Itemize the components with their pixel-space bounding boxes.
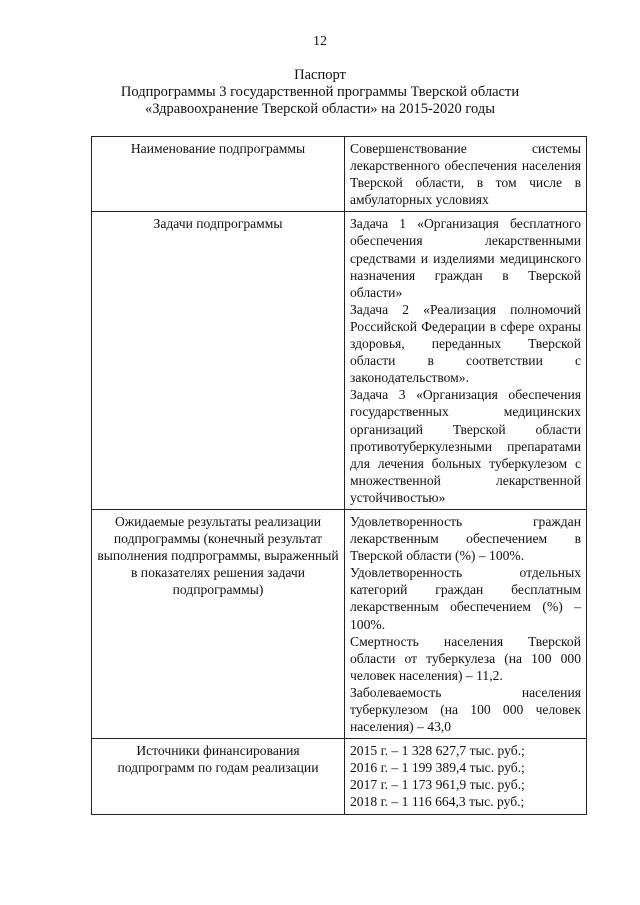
table-row	[92, 509, 587, 738]
result-1: Удовлетворенность граждан лекарственным обеспечением в Тверской области (%) – 100%.	[350, 513, 581, 564]
task-3: Задача 3 «Организация обеспечения государственных медицинских организаций Тверской области противотуберкулезными препаратами для лечения больных туберкулезом с множественной лекарственной устойчивостью»	[350, 387, 581, 505]
result-3: Смертность населения Тверской области от туберкулеза (на 100 000 человек населения) – 11,2.	[350, 633, 581, 683]
result-2: Удовлетворенность отдельных категорий граждан бесплатным лекарственным обеспечением (%) – 100%.	[350, 565, 581, 632]
row-value-name	[345, 137, 587, 212]
task-2: Задача 2 «Реализация полномочий Российской Федерации в сфере охраны здоровья, переданных Тверской области в соответствии с законодательством».	[350, 301, 581, 386]
title-line-1: Паспорт	[294, 67, 346, 83]
funding-2018: 2018 г. – 1 116 664,3 тыс. руб.;	[350, 794, 525, 810]
row-label-name: Наименование подпрограммы	[92, 137, 345, 212]
title-line-3: «Здравоохранение Тверской области» на 2015-2020 годы	[145, 101, 495, 117]
row-label-results: Ожидаемые результаты реализации подпрограммы (конечный результат выполнения подпрограммы, выраженный в показателях решения задачи подпрограммы)	[92, 509, 345, 738]
subprogram-name: Совершенствование системы лекарственного обеспечения населения Тверской области, в том числе в амбулаторных условиях	[350, 141, 581, 208]
row-value-tasks	[345, 212, 587, 510]
funding-2017: 2017 г. – 1 173 961,9 тыс. руб.;	[350, 777, 525, 793]
table-row	[92, 137, 587, 212]
table-row	[92, 212, 587, 510]
table-row	[92, 739, 587, 814]
row-label-tasks: Задачи подпрограммы	[92, 212, 345, 510]
passport-table	[91, 136, 587, 815]
funding-2016: 2016 г. – 1 199 389,4 тыс. руб.;	[350, 760, 525, 776]
funding-2015: 2015 г. – 1 328 627,7 тыс. руб.;	[350, 743, 525, 759]
page-number: 12	[313, 34, 327, 49]
row-label-funding: Источники финансирования подпрограмм по годам реализации	[92, 739, 345, 814]
result-4: Заболеваемость населения туберкулезом (на 100 000 человек населения) – 43,0	[350, 684, 581, 735]
row-value-funding	[345, 739, 587, 814]
document-title	[0, 67, 640, 118]
row-value-results	[345, 509, 587, 738]
title-line-2: Подпрограммы 3 государственной программы Тверской области	[120, 84, 520, 100]
task-1: Задача 1 «Организация бесплатного обеспечения лекарственными средствами и изделиями медицинского назначения граждан в Тверской области»	[350, 216, 581, 300]
